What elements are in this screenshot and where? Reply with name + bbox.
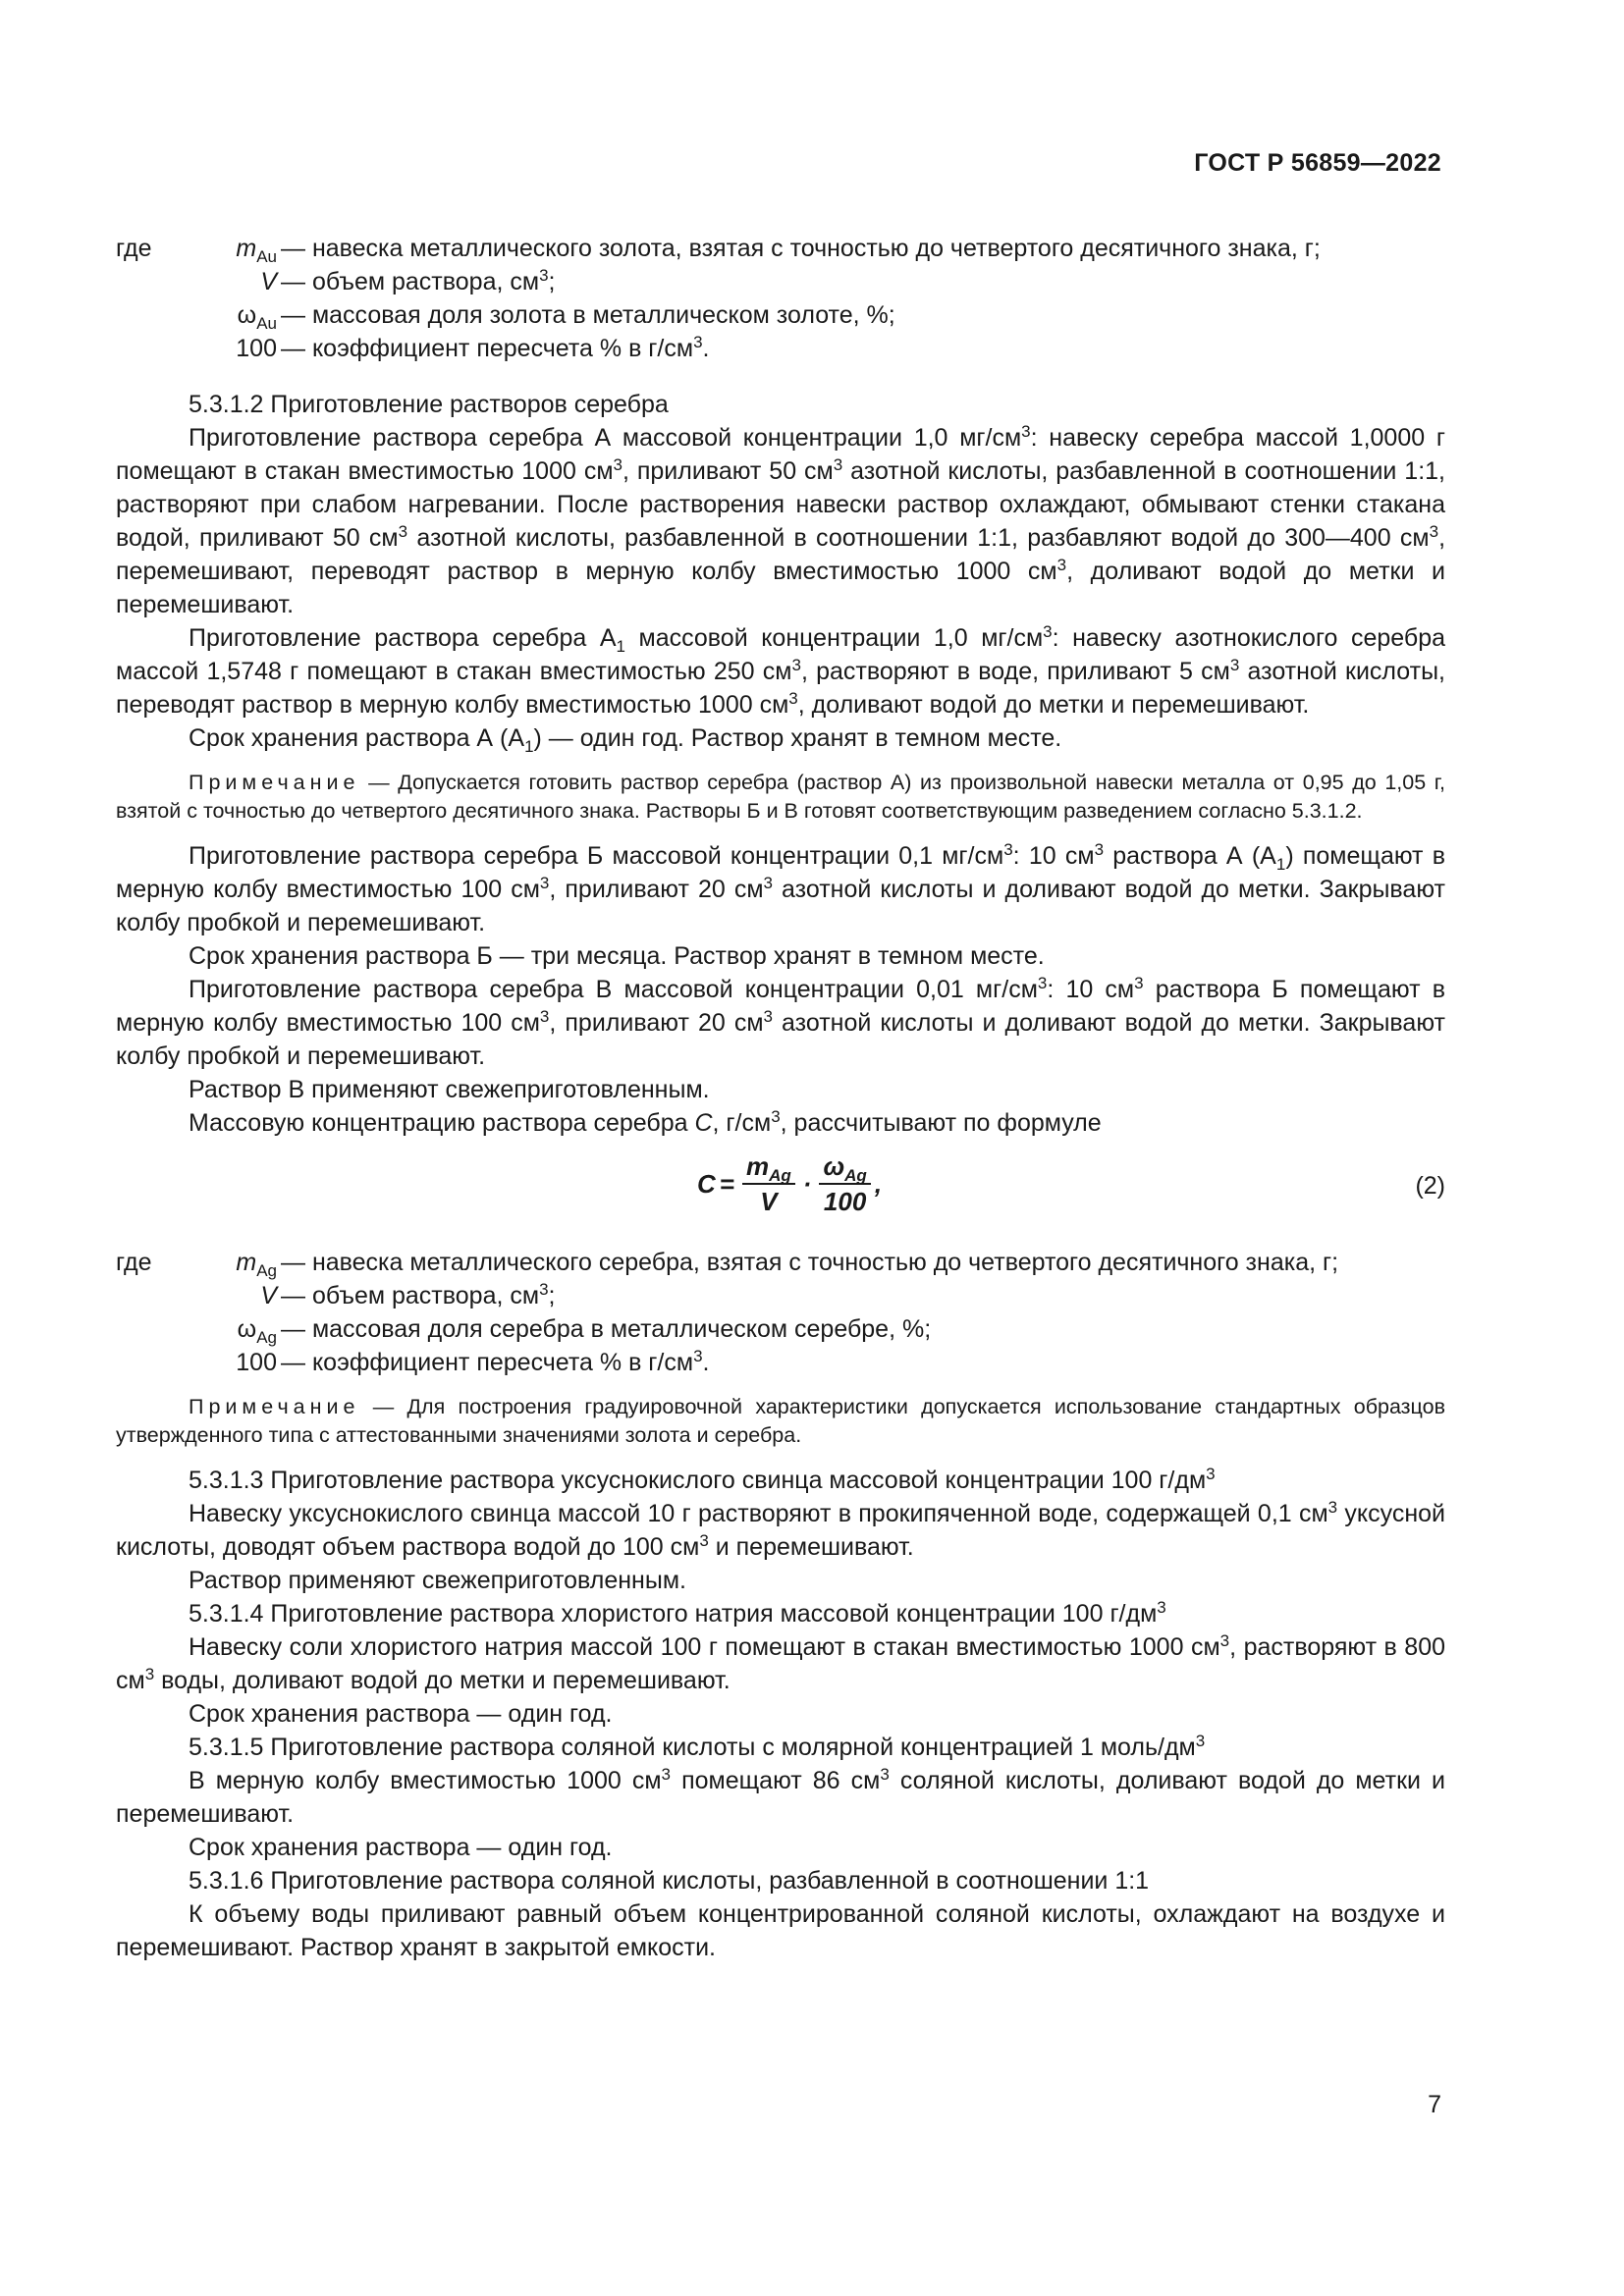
variable-description: — навеска металлического серебра, взятая с точностью до четвертого десятичного знака, г; bbox=[281, 1249, 1339, 1276]
variable-symbol: 100 bbox=[236, 1349, 277, 1376]
variable-symbol: $m_{Ag}$ bbox=[236, 1249, 277, 1280]
paragraph-solution-a: Приготовление раствора серебра А массовой концентрации 1,0 $мг/см^3$: навеску серебра массой 1,0000 г помещают в стакан вместимостью 1000 $см^3$, приливают 50 $см^3$ азотной кислоты, разбавленной в соотношении 1:1, растворяют при слабом нагревании. После растворения навески раствор охлаждают, обмывают стенки стакана водой, приливают 50 $см^3$ азотной кислоты, разбавленной в соотношении 1:1, разбавляют водой до 300—400 $см^3$, перемешивают, переводят раствор в мерную колбу вместимостью 1000 $см^3$, доливают водой до метки и перемешивают. bbox=[116, 422, 1446, 618]
paragraph-solution-b: Приготовление раствора серебра Б массовой концентрации 0,1 $мг/см^3$: 10 $см^3$ раствора А $(А_1)$ помещают в мерную колбу вместимостью 100 $см^3$, приливают 20 $см^3$ азотной кислоты и доливают водой до метки. Закрывают колбу пробкой и перемешивают. bbox=[116, 840, 1446, 936]
formula-number: (2) bbox=[1415, 1172, 1445, 1200]
variable-row bbox=[116, 1279, 1445, 1312]
variable-description: — навеска металлического золота, взятая с точностью до четвертого десятичного знака, г; bbox=[281, 235, 1321, 262]
variable-symbol: V bbox=[260, 268, 277, 295]
paragraph-hcl-1-1: К объему воды приливают равный объем концентрированной соляной кислоты, охлаждают на воздухе и перемешивают. Раствор хранят в закрытой емкости. bbox=[116, 1900, 1445, 1961]
variable-symbol: $\omega_{Ag}$ bbox=[237, 1315, 277, 1347]
variable-description: — объем раствора, $см^3$; bbox=[281, 1280, 556, 1309]
variable-row bbox=[116, 232, 1445, 265]
section-heading-5-3-1-2: 5.3.1.2 Приготовление растворов серебра bbox=[189, 391, 669, 418]
variable-symbol: V bbox=[260, 1282, 277, 1309]
variable-symbol: 100 bbox=[236, 335, 277, 362]
note-2: Примечание — Для построения градуировочной характеристики допускается использование стандартных образцов утвержденного типа с аттестованными значениями золота и серебра. bbox=[116, 1395, 1445, 1447]
variable-description: — коэффициент пересчета % в $г/см^3$. bbox=[281, 1347, 710, 1376]
note-label: Примечание bbox=[189, 771, 360, 794]
note-1: Примечание — Допускается готовить раствор серебра (раствор А) из произвольной навески металла от 0,95 до 1,05 г, взятой с точностью до четвертого десятичного знака. Растворы Б и В готовят соответствующим разведением согласно 5.3.1.2. bbox=[116, 771, 1445, 823]
paragraph-lead-acetate: Навеску уксуснокислого свинца массой 10 г растворяют в прокипяченной воде, содержащей 0,1 $см^3$ уксусной кислоты, доводят объем раствора водой до 100 $см^3$ и перемешивают. bbox=[116, 1498, 1445, 1561]
paragraph-hcl-1m: В мерную колбу вместимостью 1000 $см^3$ помещают 86 $см^3$ соляной кислоты, доливают водой до метки и перемешивают. bbox=[116, 1765, 1446, 1828]
paragraph-fresh-v: Раствор В применяют свежеприготовленным. bbox=[189, 1076, 710, 1103]
variable-row bbox=[116, 1246, 1445, 1279]
where-lead: где bbox=[116, 1249, 152, 1276]
variable-description: — массовая доля золота в металлическом золоте, %; bbox=[281, 301, 895, 329]
paragraph-storage-a: Срок хранения раствора А $(А_1)$ — один год. Раствор хранят в темном месте. bbox=[189, 724, 1062, 756]
variable-row bbox=[116, 298, 1445, 332]
variable-row bbox=[116, 1346, 1445, 1379]
variable-description: — массовая доля серебра в металлическом серебре, %; bbox=[281, 1315, 932, 1343]
paragraph-storage-hcl: Срок хранения раствора — один год. bbox=[189, 1834, 613, 1861]
paragraph-storage-b: Срок хранения раствора Б — три месяца. Раствор хранят в темном месте. bbox=[189, 942, 1045, 970]
formula-2 bbox=[116, 1146, 1445, 1246]
paragraph-solution-a1: Приготовление раствора серебра $А_1$ массовой концентрации 1,0 $мг/см^3$: навеску азотнокислого серебра массой 1,5748 г помещают в стакан вместимостью 250 $см^3$, растворяют в воде, приливают 5 $см^3$ азотной кислоты, переводят раствор в мерную колбу вместимостью 1000 $см^3$, доливают водой до метки и перемешивают. bbox=[116, 622, 1446, 719]
formula-expression: C = $\frac{m_{Ag}}{V}$ · $\frac{\omega_{Ag}}{100}$ , bbox=[697, 1151, 883, 1216]
page-content bbox=[116, 232, 1445, 1964]
section-heading-5-3-1-4: 5.3.1.4 Приготовление раствора хлористого натрия массовой концентрации 100 $г/дм^3$ bbox=[189, 1598, 1166, 1628]
paragraph-calc-intro: Массовую концентрацию раствора серебра C, $г/см^3$, рассчитывают по формуле bbox=[189, 1107, 1102, 1137]
paragraph-fresh-lead: Раствор применяют свежеприготовленным. bbox=[189, 1567, 686, 1594]
section-heading-5-3-1-5: 5.3.1.5 Приготовление раствора соляной кислоты с молярной концентрацией 1 моль/$дм^3$ bbox=[189, 1732, 1206, 1761]
variable-row bbox=[116, 265, 1445, 298]
where-lead: где bbox=[116, 235, 152, 262]
paragraph-storage-nacl: Срок хранения раствора — один год. bbox=[189, 1700, 613, 1728]
paragraph-sodium-chloride: Навеску соли хлористого натрия массой 100 г помещают в стакан вместимостью 1000 $см^3$, растворяют в 800 $см^3$ воды, доливают водой до метки и перемешивают. bbox=[116, 1631, 1445, 1694]
variables-list-1 bbox=[116, 232, 1445, 365]
variable-row bbox=[116, 332, 1445, 365]
variable-symbol: $m_{Au}$ bbox=[236, 235, 277, 266]
document-code: ГОСТ Р 56859—2022 bbox=[1194, 149, 1441, 177]
section-heading-5-3-1-6: 5.3.1.6 Приготовление раствора соляной кислоты, разбавленной в соотношении 1:1 bbox=[189, 1867, 1150, 1895]
variable-symbol: $\omega_{Au}$ bbox=[237, 301, 277, 333]
paragraph-solution-v: Приготовление раствора серебра В массовой концентрации 0,01 $мг/см^3$: 10 $см^3$ раствора Б помещают в мерную колбу вместимостью 100 $см^3$, приливают 20 $см^3$ азотной кислоты и доливают водой до метки. Закрывают колбу пробкой и перемешивают. bbox=[116, 974, 1445, 1070]
variable-description: — коэффициент пересчета % в $г/см^3$. bbox=[281, 333, 710, 362]
variables-list-2 bbox=[116, 1246, 1445, 1379]
page-number: 7 bbox=[1428, 2091, 1441, 2118]
variable-description: — объем раствора, $см^3$; bbox=[281, 266, 556, 295]
section-heading-5-3-1-3: 5.3.1.3 Приготовление раствора уксуснокислого свинца массовой концентрации 100 $г/дм^3$ bbox=[189, 1465, 1216, 1494]
variable-row bbox=[116, 1312, 1445, 1346]
fraction-mass-over-volume: $\frac{m_{Ag}}{V}$ bbox=[742, 1151, 795, 1216]
note-label: Примечание bbox=[189, 1395, 360, 1418]
fraction-fraction-over-100: $\frac{\omega_{Ag}}{100}$ bbox=[819, 1151, 870, 1216]
